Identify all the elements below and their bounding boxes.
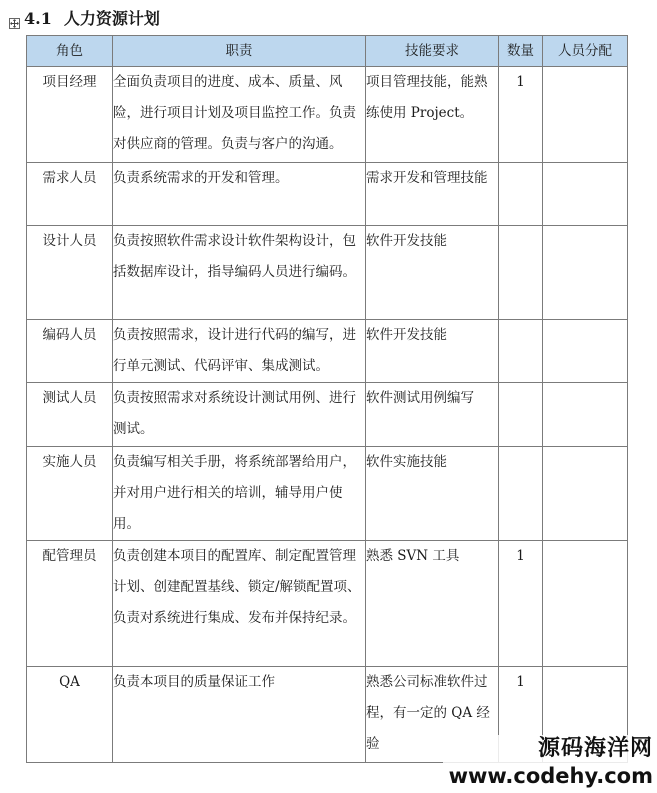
table-move-handle-icon[interactable] [9,18,20,29]
header-skill: 技能要求 [366,36,499,67]
duty-cell: 负责编写相关手册，将系统部署给用户，并对用户进行相关的培训，辅导用户使用。 [113,447,366,541]
duty-cell: 负责本项目的质量保证工作 [113,667,366,763]
header-qty: 数量 [499,36,543,67]
table-header-row [27,36,628,67]
table-row [27,320,628,383]
skill-cell: 软件实施技能 [366,447,499,541]
role-cell: 配管理员 [27,541,113,667]
duty-cell: 负责按照需求对系统设计测试用例、进行测试。 [113,383,366,447]
role-cell: 测试人员 [27,383,113,447]
watermark-name: 源码海洋网 [537,736,653,761]
table-row [27,163,628,226]
alloc-cell [543,383,628,447]
qty-cell: 1 [499,667,543,763]
skill-cell: 软件测试用例编写 [366,383,499,447]
role-cell: QA [27,667,113,763]
hr-plan-table [26,35,628,763]
role-cell: 实施人员 [27,447,113,541]
qty-cell [499,383,543,447]
duty-cell: 负责按照需求，设计进行代码的编写，进行单元测试、代码评审、集成测试。 [113,320,366,383]
header-alloc: 人员分配 [543,36,628,67]
table-row [27,383,628,447]
qty-cell [499,320,543,383]
header-duty: 职责 [113,36,366,67]
alloc-cell [543,447,628,541]
duty-cell: 负责系统需求的开发和管理。 [113,163,366,226]
qty-cell [499,447,543,541]
table-row [27,447,628,541]
qty-cell [499,226,543,320]
section-number: 4.1 [24,9,52,28]
section-heading [24,8,160,30]
table-row [27,67,628,163]
qty-cell: 1 [499,541,543,667]
section-title: 人力资源计划 [63,9,160,28]
role-cell: 设计人员 [27,226,113,320]
watermark-url: www.codehy.com [448,764,653,788]
skill-cell: 需求开发和管理技能 [366,163,499,226]
alloc-cell [543,163,628,226]
skill-cell: 熟悉公司标准软件过程，有一定的 QA 经验 [366,667,499,763]
table-row [27,226,628,320]
duty-cell: 全面负责项目的进度、成本、质量、风险，进行项目计划及项目监控工作。负责对供应商的管理。负责与客户的沟通。 [113,67,366,163]
skill-cell: 软件开发技能 [366,226,499,320]
alloc-cell [543,541,628,667]
duty-cell: 负责创建本项目的配置库、制定配置管理计划、创建配置基线、锁定/解锁配置项、负责对系统进行集成、发布并保持纪录。 [113,541,366,667]
duty-cell: 负责按照软件需求设计软件架构设计，包括数据库设计，指导编码人员进行编码。 [113,226,366,320]
skill-cell: 熟悉 SVN 工具 [366,541,499,667]
role-cell: 需求人员 [27,163,113,226]
header-role: 角色 [27,36,113,67]
qty-cell: 1 [499,67,543,163]
alloc-cell [543,67,628,163]
alloc-cell [543,226,628,320]
skill-cell: 软件开发技能 [366,320,499,383]
qty-cell [499,163,543,226]
role-cell: 项目经理 [27,67,113,163]
alloc-cell [543,320,628,383]
role-cell: 编码人员 [27,320,113,383]
site-watermark [443,735,653,789]
table-row [27,541,628,667]
skill-cell: 项目管理技能，能熟练使用 Project。 [366,67,499,163]
